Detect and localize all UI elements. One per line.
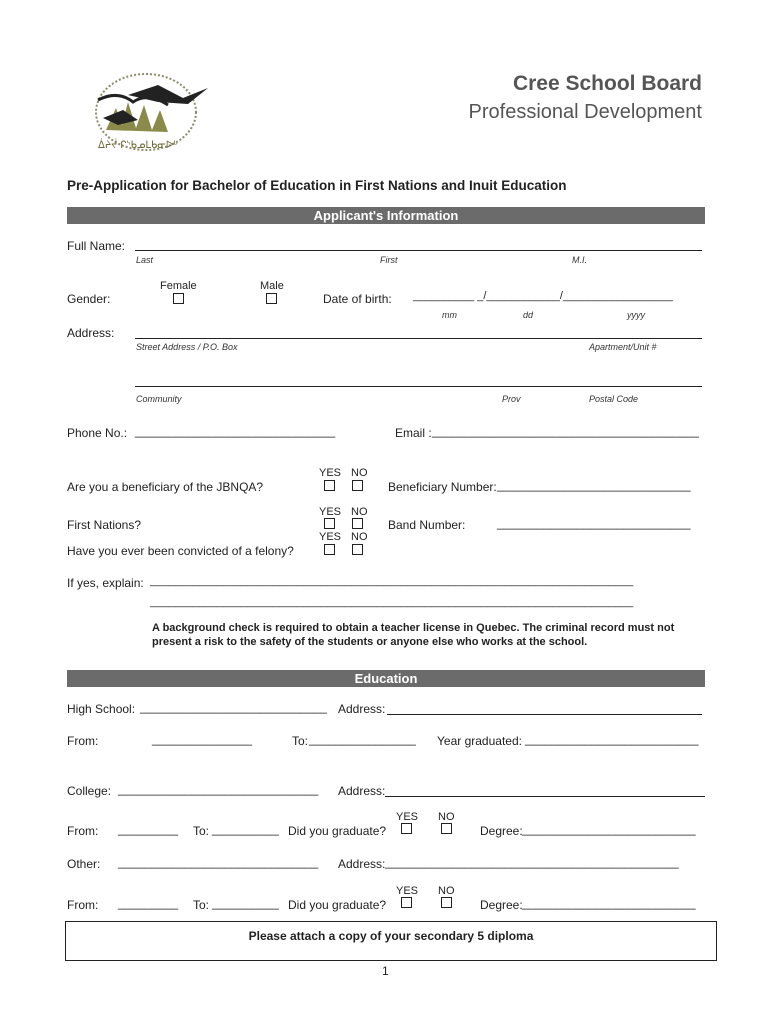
jbnqa-question: Are you a beneficiary of the JBNQA?	[67, 480, 264, 494]
felony-yes-label: YES	[319, 531, 342, 543]
college-no-checkbox[interactable]	[441, 823, 452, 834]
notice-line-2: present a risk to the safety of the students or anyone else who works at the school.	[152, 636, 588, 648]
other-graduate-question: Did you graduate?	[288, 898, 387, 912]
college-graduate-question: Did you graduate?	[288, 824, 387, 838]
felony-yes-checkbox[interactable]	[324, 544, 335, 555]
street-caption: Street Address / P.O. Box	[136, 342, 238, 352]
dept-name: Professional Development	[468, 101, 702, 123]
notice-line-1: A background check is required to obtain a teacher license in Quebec. The criminal record must not	[152, 622, 675, 634]
college-from-field[interactable]: _________	[118, 822, 179, 836]
phone-label: Phone No.:	[67, 426, 128, 440]
hs-from-label: From:	[67, 734, 99, 748]
full-name-label: Full Name:	[67, 239, 126, 253]
fn-no-checkbox[interactable]	[352, 518, 363, 529]
college-degree-field[interactable]: __________________________	[522, 822, 696, 836]
other-no-checkbox[interactable]	[441, 897, 452, 908]
attach-note-box	[65, 921, 717, 961]
jbnqa-yes-label: YES	[319, 467, 342, 479]
other-address-field[interactable]: ____________________________________________	[385, 855, 679, 869]
attach-note: Please attach a copy of your secondary 5 diploma	[248, 929, 534, 943]
college-from-label: From:	[67, 824, 99, 838]
hs-to-label: To:	[292, 734, 309, 748]
college-no-label: NO	[438, 811, 455, 823]
other-yes-label: YES	[396, 885, 419, 897]
college-address-label: Address:	[338, 784, 386, 798]
explain-label: If yes, explain:	[67, 576, 144, 590]
college-label: College:	[67, 784, 112, 798]
other-to-field[interactable]: __________	[212, 896, 279, 910]
page-number: 1	[382, 964, 389, 978]
hs-address-field[interactable]	[387, 714, 702, 715]
postal-caption: Postal Code	[589, 394, 639, 404]
phone-field[interactable]: ______________________________	[135, 424, 336, 438]
other-to-label: To:	[193, 898, 210, 912]
college-yes-checkbox[interactable]	[401, 823, 412, 834]
college-to-label: To:	[193, 824, 210, 838]
logo	[88, 70, 223, 165]
community-caption: Community	[136, 394, 182, 404]
male-checkbox[interactable]	[266, 293, 277, 304]
other-degree-label: Degree:	[480, 898, 523, 912]
hs-to-field[interactable]: ________________	[309, 732, 416, 746]
college-field[interactable]: ______________________________	[118, 782, 319, 796]
year-graduated-label: Year graduated:	[437, 734, 522, 748]
yyyy-caption: yyyy	[627, 310, 645, 320]
felony-no-checkbox[interactable]	[352, 544, 363, 555]
prov-caption: Prov	[502, 394, 521, 404]
org-name: Cree School Board	[512, 72, 702, 95]
other-address-label: Address:	[338, 857, 386, 871]
logo-text: ᐄᔨᔫ ᒋᔅᑲᓄᒪᑲᓂᐅᒡ	[98, 140, 178, 151]
college-address-field[interactable]	[385, 796, 705, 797]
explain-field[interactable]: _______________________________________________________________________________	[150, 575, 634, 587]
street-field[interactable]	[135, 338, 702, 339]
gender-label: Gender:	[67, 292, 111, 306]
jbnqa-no-label: NO	[351, 467, 368, 479]
email-field[interactable]: ________________________________________	[432, 424, 699, 438]
other-from-label: From:	[67, 898, 99, 912]
college-yes-label: YES	[396, 811, 419, 823]
felony-no-label: NO	[351, 531, 368, 543]
dob-field[interactable]: __________ _/____________/__________________	[413, 290, 673, 302]
community-field[interactable]	[135, 386, 702, 387]
dob-label: Date of birth:	[323, 292, 392, 306]
college-degree-label: Degree:	[480, 824, 523, 838]
first-caption: First	[380, 255, 398, 265]
email-label: Email :	[395, 426, 432, 440]
mi-caption: M.I.	[572, 255, 587, 265]
mm-caption: mm	[442, 310, 457, 320]
form-title: Pre-Application for Bachelor of Education in First Nations and Inuit Education	[67, 178, 567, 193]
fn-no-label: NO	[351, 506, 368, 518]
dd-caption: dd	[523, 310, 534, 320]
explain-field-2[interactable]: _______________________________________________________________________________	[150, 596, 634, 608]
band-field[interactable]: _____________________________	[497, 516, 691, 530]
last-caption: Last	[136, 255, 154, 265]
beneficiary-label: Beneficiary Number:	[388, 480, 497, 494]
female-label: Female	[160, 280, 197, 292]
college-to-field[interactable]: __________	[212, 822, 279, 836]
high-school-field[interactable]: ____________________________	[140, 700, 327, 714]
address-label: Address:	[67, 326, 115, 340]
other-label: Other:	[67, 857, 101, 871]
band-label: Band Number:	[388, 518, 466, 532]
other-yes-checkbox[interactable]	[401, 897, 412, 908]
beneficiary-field[interactable]: _____________________________	[497, 478, 691, 492]
apt-caption: Apartment/Unit #	[589, 342, 657, 352]
hs-from-field[interactable]: _______________	[152, 732, 253, 746]
education-section-header: Education	[67, 670, 705, 687]
jbnqa-no-checkbox[interactable]	[352, 480, 363, 491]
felony-question: Have you ever been convicted of a felony?	[67, 544, 294, 558]
year-graduated-field[interactable]: __________________________	[525, 732, 699, 746]
other-degree-field[interactable]: __________________________	[522, 896, 696, 910]
first-nations-question: First Nations?	[67, 518, 142, 532]
other-no-label: NO	[438, 885, 455, 897]
male-label: Male	[260, 280, 284, 292]
full-name-field[interactable]	[135, 250, 702, 251]
fn-yes-label: YES	[319, 506, 342, 518]
applicant-section-header: Applicant's Information	[67, 207, 705, 224]
other-from-field[interactable]: _________	[118, 896, 179, 910]
high-school-label: High School:	[67, 702, 136, 716]
fn-yes-checkbox[interactable]	[324, 518, 335, 529]
hs-address-label: Address:	[338, 702, 386, 716]
female-checkbox[interactable]	[173, 293, 184, 304]
jbnqa-yes-checkbox[interactable]	[324, 480, 335, 491]
other-field[interactable]: ______________________________	[118, 855, 319, 869]
